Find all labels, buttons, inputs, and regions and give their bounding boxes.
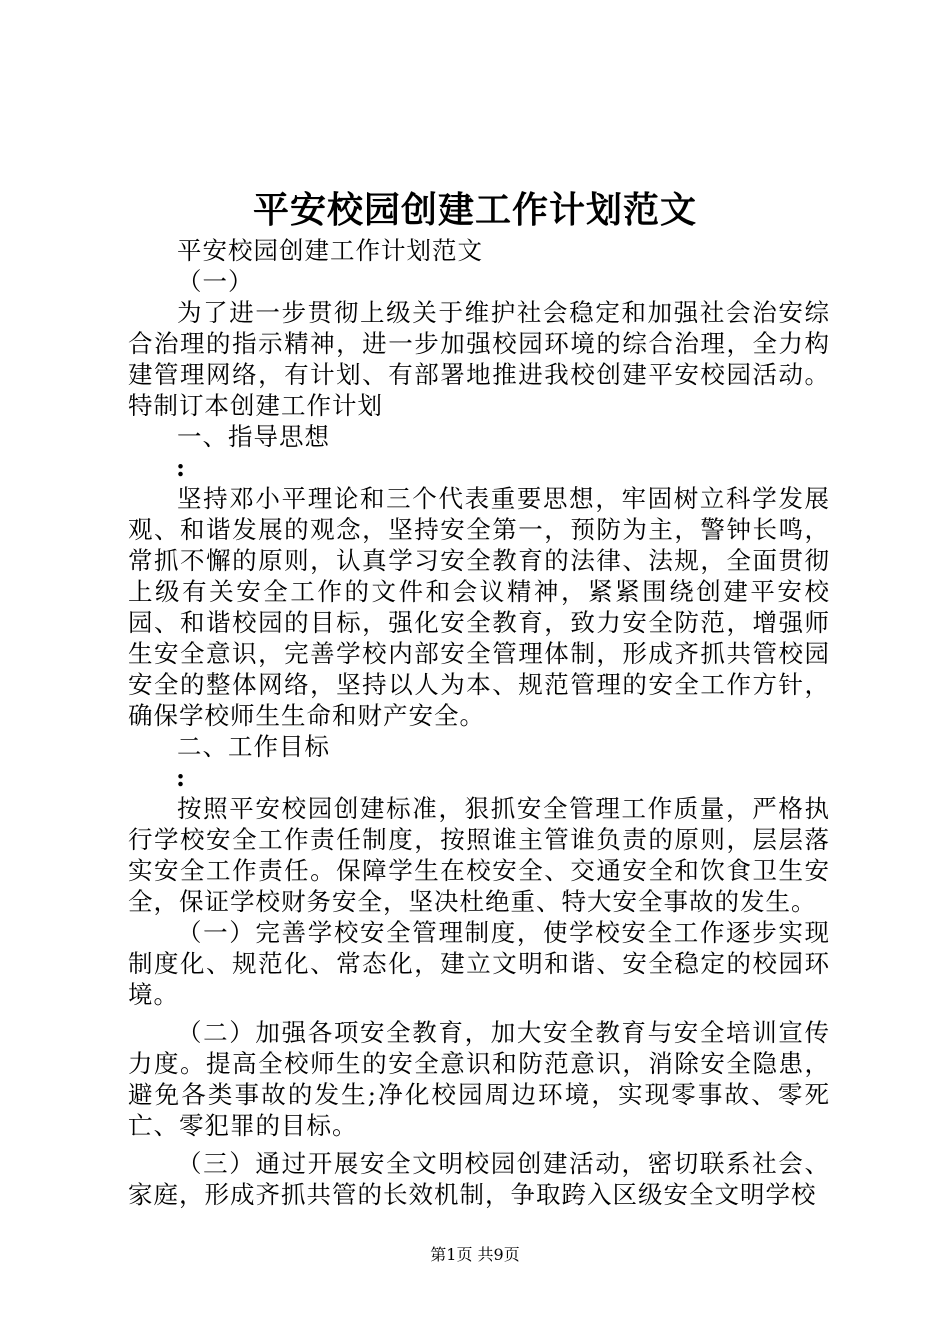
- document-body: [128, 235, 830, 1210]
- paragraph: （二）加强各项安全教育，加大安全教育与安全培训宣传力度。提高全校师生的安全意识和防范意识，消除安全隐患，避免各类事故的发生;净化校园周边环境，实现零事故、零死亡、零犯罪的目标。: [128, 1018, 830, 1140]
- paragraph: 二、工作目标: [177, 732, 330, 761]
- paragraph: 为了进一步贯彻上级关于维护社会稳定和加强社会治安综合治理的指示精神，进一步加强校园环境的综合治理，全力构建管理网络，有计划、有部署地推进我校创建平安校园活动。特制订本创建工作计划: [128, 298, 830, 420]
- paragraph: 平安校园创建工作计划范文: [177, 236, 483, 265]
- paragraph: （三）通过开展安全文明校园创建活动，密切联系社会、家庭，形成齐抓共管的长效机制，争取跨入区级安全文明学校: [128, 1149, 830, 1209]
- paragraph: :: [176, 453, 187, 482]
- paragraph: 按照平安校园创建标准，狠抓安全管理工作质量，严格执行学校安全工作责任制度，按照谁主管谁负责的原则，层层落实安全工作责任。保障学生在校安全、交通安全和饮食卫生安全，保证学校财务安全，坚决杜绝重、特大安全事故的发生。: [128, 794, 830, 916]
- paragraph: 坚持邓小平理论和三个代表重要思想，牢固树立科学发展观、和谐发展的观念，坚持安全第一，预防为主，警钟长鸣，常抓不懈的原则，认真学习安全教育的法律、法规，全面贯彻上级有关安全工作的文件和会议精神，紧紧围绕创建平安校园、和谐校园的目标，强化安全教育，致力安全防范，增强师生安全意识，完善学校内部安全管理体制，形成齐抓共管校园安全的整体网络，坚持以人为本、规范管理的安全工作方针，确保学校师生生命和财产安全。: [128, 484, 830, 730]
- paragraph: （一）: [177, 267, 254, 296]
- page-footer: 第1页 共9页: [430, 1245, 520, 1264]
- paragraph: 一、指导思想: [177, 422, 330, 451]
- paragraph: （一）完善学校安全管理制度，使学校安全工作逐步实现制度化、规范化、常态化，建立文明和谐、安全稳定的校园环境。: [128, 918, 830, 1009]
- paragraph: :: [176, 763, 187, 792]
- document-title: 平安校园创建工作计划范文: [252, 189, 697, 231]
